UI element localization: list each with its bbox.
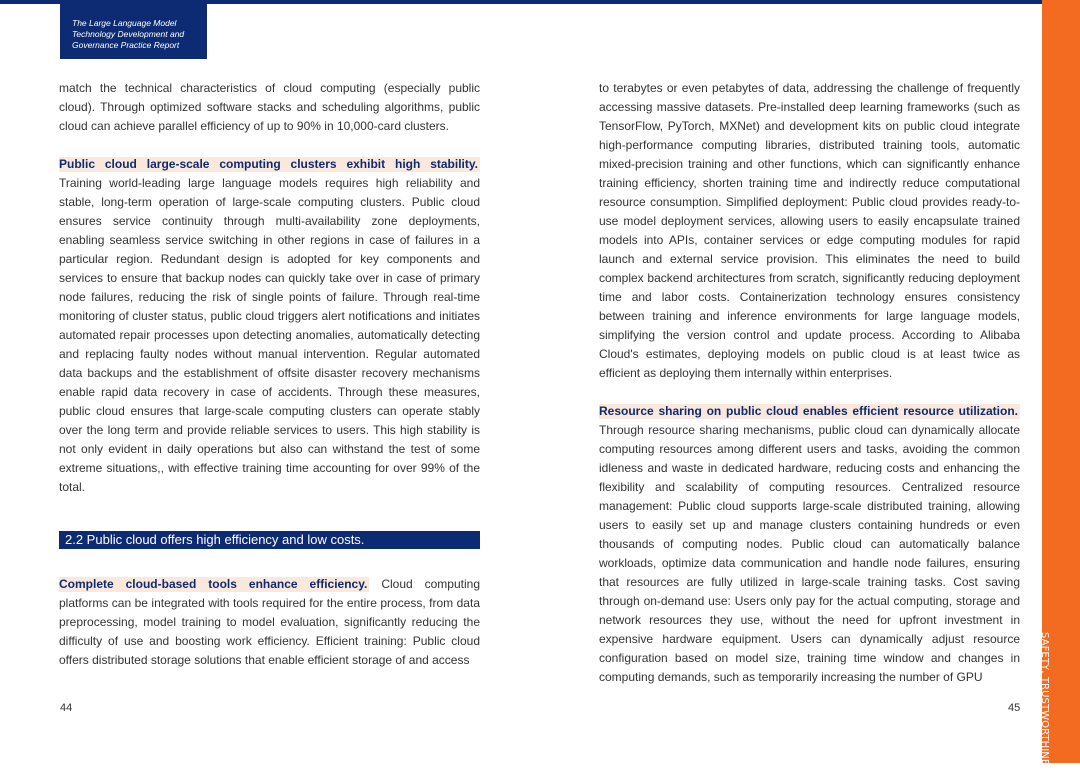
tools-body: Cloud computing platforms can be integrated with tools required for the entire process, from data preprocessing, model training to model evaluation, significantly reducing the difficulty of use and boosting work efficiency. Efficient training: Public cloud offers distributed storage solutions that enable efficient storage of and access xyxy=(59,577,481,667)
side-tab xyxy=(1027,0,1080,778)
report-title-line-2: Technology Development and xyxy=(72,29,185,39)
side-tab-label-line-2: RELIABILITY, USABILITY xyxy=(1027,632,1038,751)
left-column xyxy=(59,79,480,670)
report-title-line-3: Governance Practice Report xyxy=(72,40,180,50)
side-tab-label xyxy=(1026,632,1050,778)
left-paragraph-1: match the technical characteristics of cloud computing (especially public cloud). Through optimized software stacks and scheduling algorithms, public cloud can achieve parallel efficiency of up to 90% in 10,000-card clusters. xyxy=(59,81,480,133)
report-title-box xyxy=(60,4,207,59)
stability-body: Training world-leading large language models requires high reliability and stable, long-term operation of large-scale computing clusters. Public cloud ensures service continuity through multi-availability zone deployments, enabling seamless service switching in other regions in case of failures in a particular region. Redundant design is adopted for key components and services to ensure that backup nodes can quickly take over in case of primary node failures, reducing the risk of single points of failure. Through real-time monitoring of cluster status, public cloud triggers alert notifications and initiates automated repair processes upon detecting anomalies, automatically detecting and replacing faulty nodes without manual intervention. Regular automated data backups and the establishment of offsite disaster recovery mechanisms enable rapid data recovery in case of accidents. Through these measures, public cloud ensures that large-scale computing clusters can operate stably over the long term and provide reliable services to users. This high stability is not only evident in daily operations but also can withstand the test of some extreme situations,, with effective training time accounting for over 99% of the total. xyxy=(59,176,480,494)
right-column xyxy=(599,79,1020,687)
report-title-line-1: The Large Language Model xyxy=(72,18,177,28)
left-paragraph-3 xyxy=(59,575,480,670)
page-number-left: 44 xyxy=(60,702,73,714)
sharing-lead: Resource sharing on public cloud enables efficient resource utilization. xyxy=(599,404,1018,418)
right-paragraph-2 xyxy=(599,402,1020,687)
tools-lead: Complete cloud-based tools enhance efficiency. xyxy=(59,577,368,591)
page-number-right: 45 xyxy=(1008,702,1021,714)
left-paragraph-2 xyxy=(59,155,480,497)
section-heading: 2.2 Public cloud offers high efficiency and low costs. xyxy=(59,531,480,549)
sharing-body: Through resource sharing mechanisms, public cloud can dynamically allocate computing resources among different users and tasks, avoiding the common idleness and waste in dedicated hardware, reducing costs and enhancing the flexibility and scalability of computing resources. Centralized resource management: Public cloud supports large-scale distributed training, allowing users to easily set up and manage clusters containing hundreds or even thousands of computing nodes. Public cloud can automatically balance workloads, optimize data communication and handle node failures, ensuring that resources are fully utilized in large-scale training tasks. Cost saving through on-demand use: Users only pay for the actual computing, storage and network resources they use, without the need for upfront investment in expensive hardware equipment. Users can dynamically adjust resource configuration based on model size, training time window and changes in computing demands, such as temporarily increasing the number of GPU xyxy=(599,423,1020,684)
stability-lead: Public cloud large-scale computing clusters exhibit high stability. xyxy=(59,157,478,171)
side-tab-label-line-1: SAFETY, TRUSTWORTHINESS xyxy=(1039,632,1050,778)
right-paragraph-1: to terabytes or even petabytes of data, addressing the challenge of frequently accessing massive datasets. Pre-installed deep learning frameworks (such as TensorFlow, PyTorch, MXNet) and development kits on public cloud integrate high-performance computing libraries, distributed training tools, automatic mixed-precision training and other functions, which can significantly enhance training efficiency, shorten training time and indirectly reduce computational resource consumption. Simplified deployment: Public cloud provides ready-to-use model deployment services, allowing users to easily encapsulate trained models into APIs, container services or edge computing modules for rapid launch and external service provision. This eliminates the need to build complex backend architectures from scratch, significantly reducing deployment time and labor costs. Containerization technology ensures consistency between training and inference environments for large language models, simplifying the version control and update process. According to Alibaba Cloud's estimates, deploying models on public cloud is at least twice as efficient as deploying them internally within enterprises. xyxy=(599,81,1020,380)
